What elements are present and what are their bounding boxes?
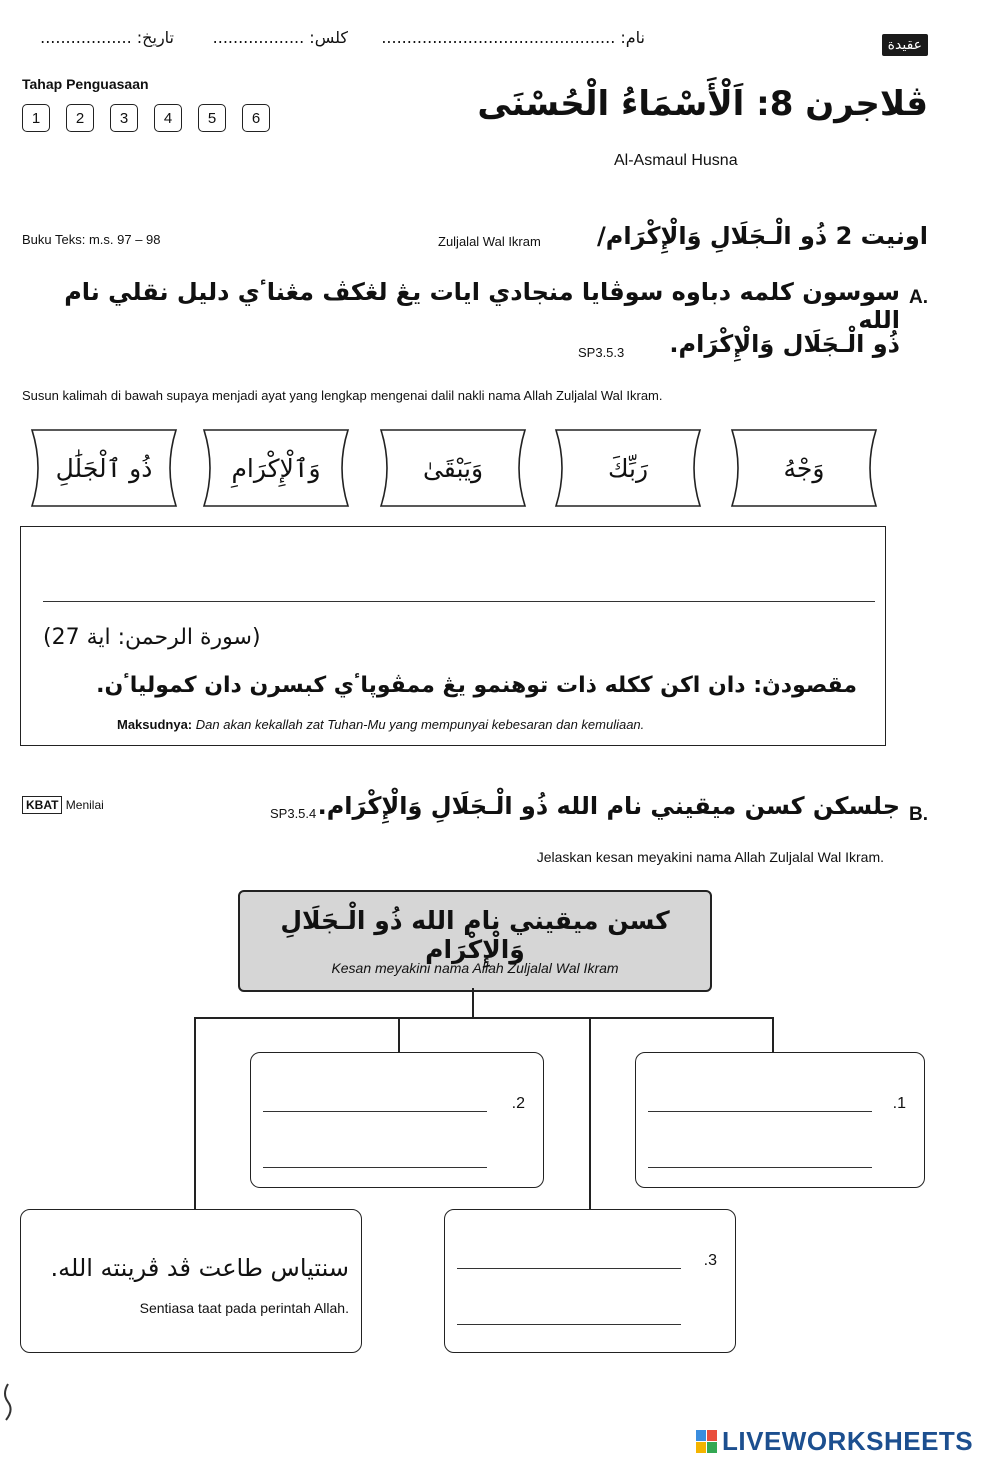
section-b-instruction-latin: Jelaskan kesan meyakini nama Allah Zuljalal Wal Ikram. — [536, 849, 884, 865]
meaning-jawi: مقصودڽ: دان اکن ککله ذات توهنمو يڠ ممڤوڽاٴي کبسرن دان کمولياٴن. — [96, 673, 857, 698]
answer-line[interactable] — [43, 601, 875, 602]
example-latin: Sentiasa taat pada perintah Allah. — [139, 1300, 349, 1316]
central-jawi: کسن ميقيني نام الله ذُو الْـجَلَالِ وَالْإِكْرَام — [280, 906, 670, 964]
unit-latin: Zuljalal Wal Ikram — [438, 234, 541, 249]
section-b-sp: SP3.5.4 — [270, 806, 317, 821]
section-a-answer-box — [20, 526, 886, 746]
subject-tag: عقيدة — [882, 34, 928, 56]
class-dots: .................. — [212, 28, 305, 47]
date-field[interactable] — [40, 28, 174, 47]
meaning-text: Dan akan kekallah zat Tuhan-Mu yang mempunyai kebesaran dan kemuliaan. — [192, 717, 645, 732]
page-subtitle: Al-Asmaul Husna — [614, 152, 738, 169]
page-mark — [0, 1382, 14, 1430]
brand-name: LIVEWORKSHEETS — [722, 1426, 974, 1456]
level-box-2[interactable]: 2 — [66, 104, 94, 132]
item-number-3: .3 — [703, 1252, 717, 1269]
name-label: نام: — [620, 28, 645, 47]
section-a-letter: A. — [909, 287, 928, 308]
section-b-letter: B. — [909, 804, 928, 825]
item-number-2: .2 — [511, 1095, 525, 1112]
class-label: كلس: — [309, 28, 348, 47]
example-jawi: سنتياس طاعت ڤد ڤرينته الله. — [50, 1254, 349, 1282]
level-box-3[interactable]: 3 — [110, 104, 138, 132]
section-a-instruction: سوسون كلمه دباوه سوڤايا منجادي ايات يڠ لڠكڤ مڠناٴي دليل نقلي نام الله — [64, 278, 900, 334]
surah-reference: (سورة الرحمن: اية 27) — [43, 625, 261, 650]
answer-line[interactable] — [648, 1167, 872, 1168]
liveworksheets-logo-icon — [696, 1430, 718, 1454]
answer-line[interactable] — [457, 1268, 681, 1269]
answer-line[interactable] — [648, 1111, 872, 1112]
page-title: ڤلاجرن 8: اَلْأَسْمَاءُ الْحُسْنَى — [477, 84, 928, 124]
name-dots: .............................................. — [381, 28, 616, 47]
section-a-sp: SP3.5.3 — [578, 345, 625, 360]
example-box — [20, 1209, 362, 1353]
mastery-levels — [22, 104, 270, 132]
level-box-5[interactable]: 5 — [198, 104, 226, 132]
level-box-1[interactable]: 1 — [22, 104, 50, 132]
connector — [472, 988, 474, 1018]
name-field[interactable] — [381, 28, 645, 47]
word-card-5-text: وَجْهُ — [783, 453, 825, 483]
effect-box-2 — [250, 1052, 544, 1188]
kbat-badge: KBAT — [22, 796, 62, 814]
meaning-label: Maksudnya: — [117, 717, 193, 732]
word-card-2-text: وَٱلْإِكْرَامِ — [231, 453, 321, 483]
level-box-4[interactable]: 4 — [154, 104, 182, 132]
connector — [398, 1017, 400, 1053]
section-a-instruction-2: ذُو الْـجَلَال وَالْإِكْرَام. — [669, 330, 900, 358]
date-label: تاريخ: — [136, 28, 174, 47]
item-number-1: .1 — [892, 1095, 906, 1112]
word-card-2[interactable] — [196, 428, 356, 508]
meaning-latin — [117, 717, 644, 732]
connector — [772, 1017, 774, 1053]
connector — [589, 1017, 591, 1209]
word-card-1-text: ذُو ٱلْجَلَٰلِ — [55, 453, 153, 483]
page-curl-icon — [0, 1382, 14, 1422]
word-card-1[interactable] — [24, 428, 184, 508]
connector — [194, 1017, 774, 1019]
mastery-label: Tahap Penguasaan — [22, 76, 149, 92]
connector — [194, 1017, 196, 1209]
word-card-4[interactable] — [548, 428, 708, 508]
word-card-5[interactable] — [724, 428, 884, 508]
level-box-6[interactable]: 6 — [242, 104, 270, 132]
answer-line[interactable] — [263, 1111, 487, 1112]
kbat-label: Menilai — [65, 798, 104, 812]
section-b-instruction: جلسکن کسن ميقيني نام الله ذُو الْـجَلَالِ وَالْإِكْرَام. — [317, 792, 900, 820]
effect-box-1 — [635, 1052, 925, 1188]
section-a-instruction-latin: Susun kalimah di bawah supaya menjadi ayat yang lengkap mengenai dalil nakli nama Allah Zuljalal Wal Ikram. — [22, 388, 663, 403]
kbat-group — [22, 798, 104, 812]
word-card-3-text: وَيَبْقَىٰ — [422, 453, 484, 483]
footer-brand — [696, 1426, 973, 1457]
unit-title: اونيت 2 ذُو الْـجَلَالِ وَالْإِكْرَام/ — [597, 222, 928, 250]
answer-line[interactable] — [263, 1167, 487, 1168]
word-card-4-text: رَبِّكَ — [607, 453, 649, 483]
effect-box-3 — [444, 1209, 736, 1353]
class-field[interactable] — [213, 28, 348, 47]
answer-line[interactable] — [457, 1324, 681, 1325]
central-concept-box — [238, 890, 712, 992]
textbook-ref: Buku Teks: m.s. 97 – 98 — [22, 232, 161, 247]
central-latin: Kesan meyakini nama Allah Zuljalal Wal Ikram — [331, 960, 619, 976]
date-dots: .................. — [40, 28, 132, 47]
word-card-3[interactable] — [373, 428, 533, 508]
